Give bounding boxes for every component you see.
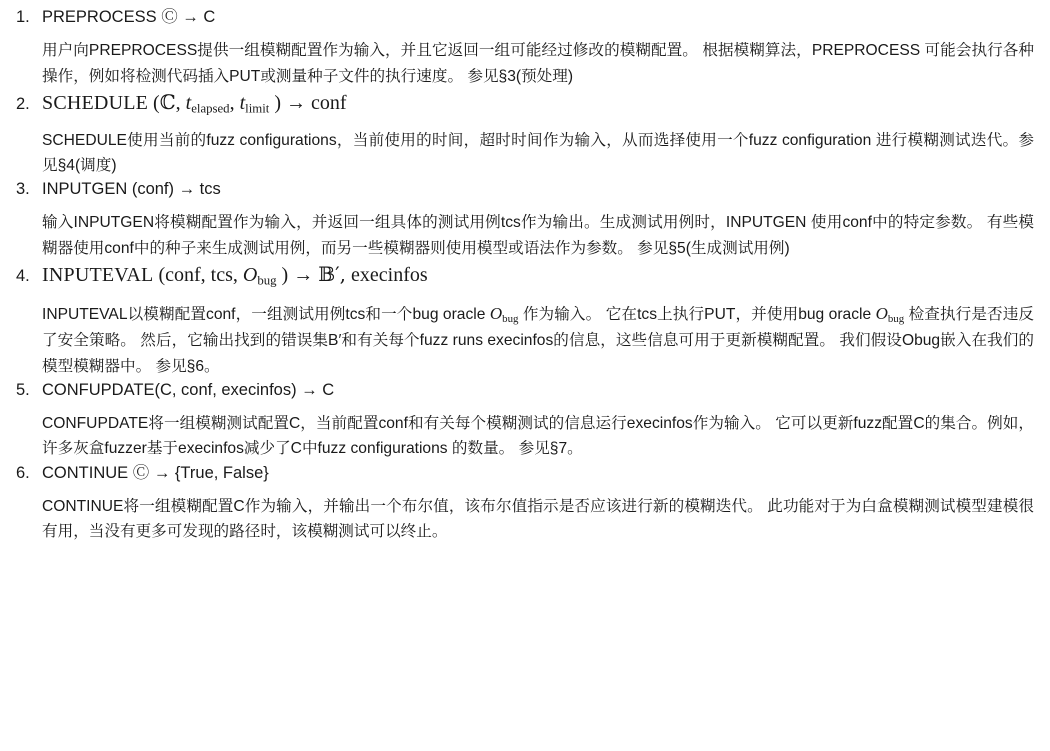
list-item [16,261,1034,379]
arg-t-limit: t [239,91,246,114]
list-item [16,178,1034,261]
item-signature [16,462,1034,484]
close-paren: ) [281,263,289,286]
item-signature [16,379,1034,401]
result-execinfos: execinfos [351,263,428,286]
inline-math-o-bug [876,304,905,323]
signature-text: CONTINUE Ⓒ → {True, False} [42,463,269,482]
signature-text: INPUTGEN (conf) → tcs [42,180,221,199]
item-number: 4. [16,266,30,285]
function-name: INPUTEVAL [42,263,154,286]
item-body: CONTINUE将一组模糊配置C作为输入，并输出一个布尔值，该布尔值指示是否应该进行新的模糊迭代。 此功能对于为白盒模糊测试模型建模很有用，当没有更多可发现的路径时，该模糊测试可以终止。 [42,497,1034,541]
result-conf: conf [311,91,347,114]
body-part: 检查执行是否违反了安全策略。 然后，它输出找到的错误集B′和有关每个fuzz runs execinfos的信息，这些信息可用于更新模糊配置。 我们假设Obug嵌入在我们的模型模糊器中。 参见§6。 [42,305,1034,375]
list-item [16,89,1034,178]
item-body [16,294,1034,379]
inline-math-o-bug [490,304,519,323]
inline-o-sub: bug [502,312,519,325]
arg-o-bug: O [242,263,258,286]
signature-text [42,261,1034,290]
item-signature [16,261,1034,290]
arg-t-elapsed-sub: elapsed [191,101,230,116]
item-signature [16,6,1034,28]
arrow-glyph: → [286,91,306,114]
result-bugset: 𝔹′, [318,261,347,286]
inline-o: O [489,303,503,323]
signature-text: PREPROCESS Ⓒ → C [42,8,216,26]
numbered-list [16,6,1034,544]
arg-o-bug-sub: bug [257,273,277,288]
item-signature [16,89,1034,118]
list-item [16,462,1034,545]
arrow-glyph: → [293,263,314,286]
item-body: SCHEDULE使用当前的fuzz configurations，当前使用的时间，超时时间作为输入，从而选择使用一个fuzz configuration 进行模糊测试迭代。参见§4(调度) [42,131,1034,174]
comma: , [175,91,181,114]
list-item [16,379,1034,462]
function-name: SCHEDULE [42,91,149,114]
item-number: 1. [16,8,30,26]
inline-o: O [875,303,888,323]
item-number: 2. [16,94,30,113]
item-number: 5. [16,380,30,399]
open-paren: ( [153,91,160,114]
body-part: INPUTEVAL以模糊配置conf，一组测试用例tcs和一个bug oracle [42,305,490,323]
inline-o-sub: bug [887,312,905,325]
item-number: 6. [16,463,30,482]
item-signature [16,178,1034,200]
item-body: 用户向PREPROCESS提供一组模糊配置作为输入，并且它返回一组可能经过修改的模糊配置。 根据模糊算法，PREPROCESS 可能会执行各种操作，例如将检测代码插入PUT或测量种子文件的执行速度。 参见§3(预处理) [42,42,1034,85]
close-paren: ) [274,91,281,114]
signature-text: CONFUPDATE(C, conf, execinfos) → C [42,380,335,399]
arg-conf: conf, [165,263,206,286]
arg-t-elapsed: t [185,91,192,114]
arg-c: ℂ [159,89,176,114]
arg-t-limit-sub: limit [245,101,270,116]
item-number: 3. [16,180,30,199]
signature-text [42,89,1034,118]
open-paren: ( [158,263,166,286]
arg-tcs: tcs, [210,263,238,286]
comma: , [229,91,235,114]
body-part: 作为输入。 它在tcs上执行PUT，并使用bug oracle [518,305,876,323]
item-body: CONFUPDATE将一组模糊测试配置C，当前配置conf和有关每个模糊测试的信息运行execinfos作为输入。 它可以更新fuzz配置C的集合。例如，许多灰盒fuzzer基于execinfos减少了C中fuzz configurations 的数量。 参见§7。 [42,415,1034,458]
item-body: 输入INPUTGEN将模糊配置作为输入，并返回一组具体的测试用例tcs作为输出。生成测试用例时，INPUTGEN 使用conf中的特定参数。 有些模糊器使用conf中的种子来生成测试用例，而另一些模糊器则使用模型或语法作为参数。 参见§5(生成测试用例) [42,214,1034,257]
list-item [16,6,1034,89]
